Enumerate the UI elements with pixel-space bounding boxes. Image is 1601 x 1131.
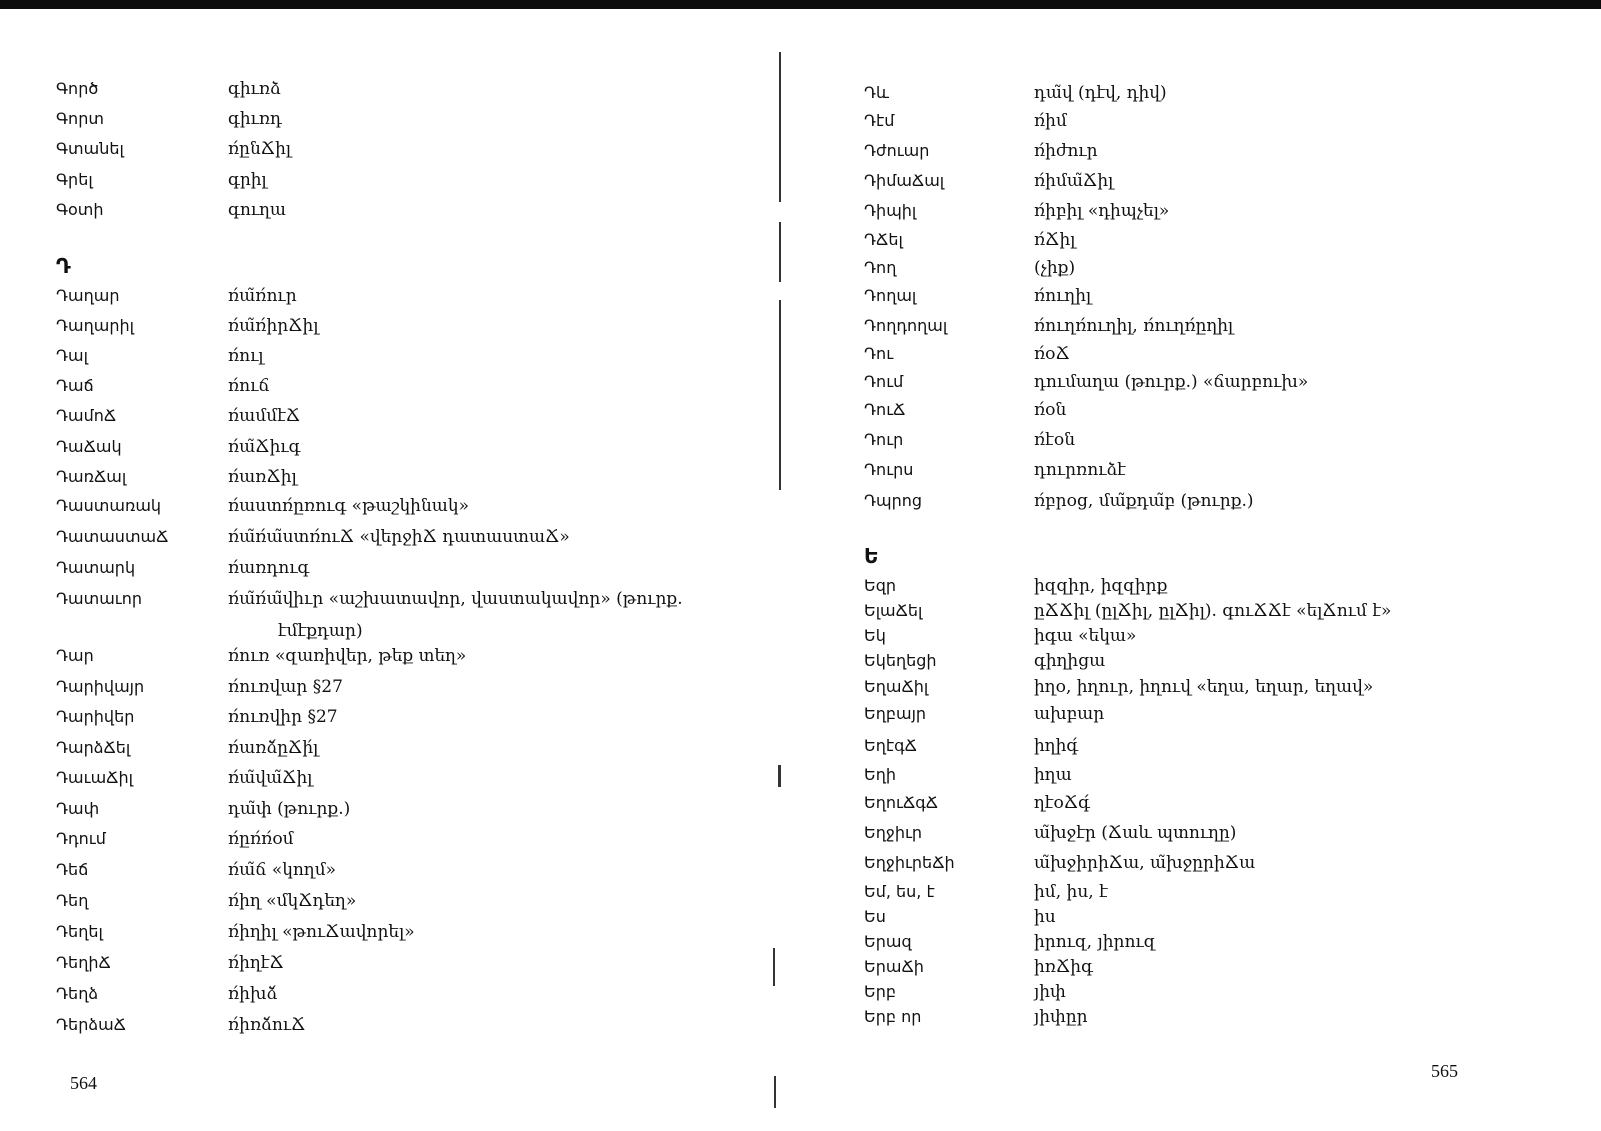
transliteration: ռ́ա̃ռ́ուր [228,286,297,306]
headword: Դարիվայր [56,677,145,696]
transliteration: ռ́իբիլ «դիպչել» [1034,201,1170,221]
transliteration: դուրռուձէ [1034,460,1126,480]
headword: Դատաւոր [56,589,143,608]
headword: Դարիվեր [56,707,135,726]
transliteration: յիփըր [1034,1007,1088,1027]
transliteration: ղէօՃգ́ [1034,793,1090,813]
headword: Դուրս [864,460,914,479]
transliteration: ռ́էօն [1034,430,1076,450]
transliteration-line: էմէքդար) [278,621,363,641]
headword: ԴուՃ [864,400,906,419]
right-page [800,0,1601,1131]
transliteration: ռ́ա̃ճ «կողմ» [228,860,337,880]
headword: Դև [864,83,890,102]
headword: ԴերձաՃ [56,1015,126,1034]
transliteration: իրուզ, յիրուզ [1034,932,1156,952]
headword: ԴարձՃել [56,738,131,757]
transliteration: ռ́օն [1034,400,1067,420]
headword: Ես [864,907,886,926]
transliteration: գուղա [228,200,287,220]
transliteration: իմ, իս, է [1034,882,1108,902]
transliteration: ռ́ա̃ռ́ա̃ստռ́ուՃ «վերջիՃ դատաստաՃ» [228,527,570,547]
transliteration: ռ́ընՃիլ [228,139,292,159]
transliteration: ըՃՃիլ (ըլՃիլ, ըլՃիլ). գուՃՃէ «ելՃում է» [1034,601,1392,621]
transliteration: իգա «եկա» [1034,626,1137,646]
headword: Դողալ [864,286,917,305]
transliteration: ռ́ա̃վա̃Ճիլ [228,768,313,788]
headword: Գտանել [56,139,124,158]
headword: ԴիմաՃալ [864,171,945,190]
transliteration: (չիք) [1034,258,1076,278]
transliteration: ռ́առձ́ըՃի́լ [228,738,319,758]
headword: Գօտի [56,200,104,219]
headword: Գործ [56,79,99,98]
transliteration: ռ́առդուգ [228,558,310,578]
headword: Դաճ [56,376,94,395]
transliteration: ռ́Ճիլ [1034,230,1076,250]
transliteration: ռ́իխձ́ [228,984,278,1004]
transliteration: ռ́ուռվար §27 [228,677,343,697]
transliteration: ռ́ուճ [228,376,270,396]
headword: Երբ որ [864,1007,922,1026]
headword: Դաղար [56,286,120,305]
headword: ԴատաստաՃ [56,527,169,546]
transliteration: ռ́իղէՃ [228,953,284,973]
headword: ԵղուՃգՃ [864,793,939,812]
transliteration: յիփ [1034,982,1066,1002]
headword: Դող [864,258,897,277]
transliteration: գիղիցա [1034,651,1106,671]
page-number: 564 [70,1073,97,1093]
headword: Դուր [864,430,904,449]
transliteration: ռ́ուղիլ [1034,286,1092,306]
transliteration: ռ́ուլ [228,346,264,366]
transliteration-line: ռ́ա̃ռ́ա̃վիւր «աշխատավոր, վաստակավոր» (թուրք. [228,589,683,609]
transliteration: ռ́իղիլ «թուՃավորել» [228,922,415,942]
transliteration: ռ́բրօց, մա̃քդա̃բ (թուրք.) [1034,491,1254,511]
headword: Դեղ [56,891,89,910]
headword: Երազ [864,932,912,951]
transliteration: իղա [1034,765,1072,785]
headword: Դատարկ [56,558,136,577]
page-number: 565 [1431,1061,1458,1081]
transliteration: գրիլ [228,170,267,190]
transliteration: իռՃիգ [1034,957,1093,977]
headword: ԴեղիՃ [56,953,111,972]
section-letter: Դ [56,254,71,278]
headword: ԵղէգՃ [864,736,917,755]
transliteration: ռ́ամմէՃ [228,406,301,426]
headword: ԴաՃակ [56,437,122,456]
headword: Եմ, ես, է [864,882,935,901]
transliteration: գիւռձ [228,79,281,99]
headword: Եկ [864,626,886,645]
headword: ԴամոՃ [56,406,117,425]
transliteration: ռ́ուռվիր §27 [228,707,338,727]
transliteration: ախբար [1034,704,1105,724]
transliteration: ռ́օՃ [1034,344,1070,364]
headword: Դեղել [56,922,103,941]
transliteration: իղօ, իղուր, իղուվ «եղա, եղար, եղավ» [1034,677,1374,697]
headword: Գորտ [56,109,104,128]
headword: ԵլաՃել [864,601,923,620]
transliteration: ռ́իմա̃Ճիլ [1034,171,1114,191]
headword: Դու [864,344,894,363]
headword: ԵղջիւրեՃի [864,853,955,872]
headword: Դողդողալ [864,316,948,335]
transliteration: իս [1034,907,1056,927]
headword: Դժուար [864,141,930,160]
headword: Դալ [56,346,88,365]
headword: Դաստառակ [56,496,162,515]
headword: Դդում [56,829,106,848]
transliteration: ռ́իժուր [1034,141,1098,161]
headword: Դեճ [56,860,89,879]
headword: ԴաւաՃիլ [56,768,133,787]
headword: Եղջիւր [864,823,923,842]
transliteration: ռ́իմ [1034,111,1067,131]
transliteration: ռ́ուղռ́ուղիլ, ռ́ուղռ́ըղիլ [1034,316,1234,336]
headword: ԴՃել [864,230,903,249]
transliteration: դա̃վ (դէվ, դիվ) [1034,83,1167,103]
transliteration: իզզիր, իզզիրք [1034,576,1168,596]
headword: Դում [864,372,904,391]
headword: Դիպիլ [864,201,917,220]
headword: Եկեղեցի [864,651,937,670]
transliteration: ռ́իղ «մկՃդեղ» [228,891,357,911]
headword: Երբ [864,982,896,1001]
headword: Դեղձ [56,984,99,1003]
headword: Դէմ [864,111,895,130]
transliteration: ա̃խջիրիՃա, ա̃խջըրիՃա [1034,853,1256,873]
headword: Գրել [56,170,93,189]
headword: Եղբայր [864,704,927,723]
transliteration: դա̃փ (թուրք.) [228,799,351,819]
transliteration: ռ́առՃիլ [228,467,297,487]
transliteration: իղիգ́ [1034,736,1079,756]
transliteration: ռ́աստռ́ըռուգ «թաշկինակ» [228,496,469,516]
headword: ԵրաՃի [864,957,924,976]
headword: Եզր [864,576,897,595]
transliteration: գիւռդ [228,109,282,129]
left-page [0,0,790,1131]
transliteration: ռ́ա̃ռ́իրՃիլ [228,316,319,336]
transliteration: դումաղա (թուրք.) «ճարբուխ» [1034,372,1309,392]
headword: ԴառՃալ [56,467,127,486]
headword: ԵղաՃիլ [864,677,929,696]
headword: Դափ [56,799,100,818]
headword: Եղի [864,765,896,784]
headword: Դաղարիլ [56,316,134,335]
transliteration [228,589,683,641]
transliteration: ռ́իռձ́ուՃ [228,1015,306,1035]
transliteration: ա̃խջէր (Ճաև պտուղը) [1034,823,1237,843]
transliteration: ռ́ուռ «զառիվեր, թեք տեղ» [228,646,467,666]
headword: Դպրոց [864,491,923,510]
headword: Դար [56,646,94,665]
transliteration: ռ́ըռ́ռ́օմ [228,829,294,849]
section-letter: Ե [864,544,879,568]
transliteration: ռ́ա̃Ճիւգ [228,437,301,457]
